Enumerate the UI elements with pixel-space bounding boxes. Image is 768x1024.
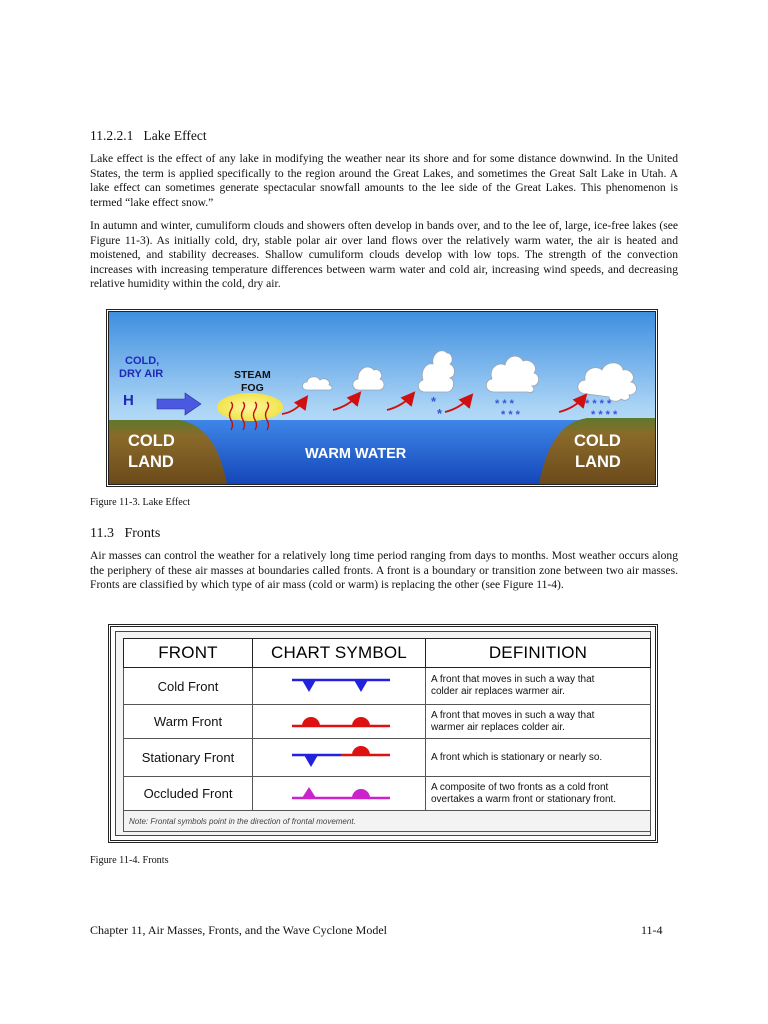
front-definition xyxy=(426,777,651,811)
definition-line: A front that moves in such a way that xyxy=(431,674,595,685)
figure-caption-fronts: Figure 11-4. Fronts xyxy=(90,855,169,866)
front-name: Cold Front xyxy=(124,668,253,705)
table-note-row xyxy=(124,811,651,832)
cold-land-left-label: COLD xyxy=(128,432,175,450)
high-pressure-label: H xyxy=(123,392,134,409)
occluded-front-symbol xyxy=(253,777,426,811)
definition-line: A front that moves in such a way that xyxy=(431,709,595,721)
table-row xyxy=(124,668,651,705)
figure-lake-effect xyxy=(106,309,658,487)
table-row xyxy=(124,777,651,811)
stationary-front-symbol xyxy=(253,739,426,777)
definition-line: A composite of two fronts as a cold front xyxy=(431,781,609,793)
column-header-chart-symbol: CHART SYMBOL xyxy=(253,639,426,668)
footer-chapter-title: Chapter 11, Air Masses, Fronts, and the Wave Cyclone Model xyxy=(90,923,387,937)
warm-water-label: WARM WATER xyxy=(305,446,407,462)
section-heading-lake-effect: 11.2.2.1 Lake Effect xyxy=(90,128,207,143)
table-row xyxy=(124,705,651,739)
snow-asterisk: * xyxy=(437,406,443,421)
steam-fog-label: STEAM xyxy=(234,369,271,381)
cold-front-symbol xyxy=(253,668,426,705)
column-header-definition: DEFINITION xyxy=(426,639,651,668)
footer-page-number: 11-4 xyxy=(641,923,663,937)
cold-dry-air-label: DRY AIR xyxy=(119,368,164,380)
paragraph-fronts: Air masses can control the weather for a relatively long time period ranging from days to months. Most weather occurs along the periphery of these air masses at boundaries called fronts. A front is a boundary or transition zone between two air masses. Fronts are classified by which type of air mass (cold or warm) is replacing the other (see Figure 11-4). xyxy=(90,549,678,592)
snow-asterisk: * xyxy=(431,394,437,409)
stationary-front-icon xyxy=(254,740,424,772)
snow-asterisks: * * * * xyxy=(591,409,618,421)
steam-fog-cloud xyxy=(217,393,283,421)
definition-line: A front which is stationary or nearly so. xyxy=(431,751,603,763)
fronts-table xyxy=(123,638,651,832)
front-definition xyxy=(426,739,651,777)
front-definition xyxy=(426,668,651,705)
warm-front-symbol xyxy=(253,705,426,739)
paragraph-lake-effect-1: Lake effect is the effect of any lake in modifying the weather near its shore and for some distance downwind. In the United States, the term is applied specifically to the region around the Great Lakes, and sometimes the Great Salt Lake in Utah. A lake effect can sometimes generate spectacular snowfall amounts to the lee side of the Great Lakes. This phenomenon is termed “lake effect snow.” xyxy=(90,152,678,209)
snow-asterisks: * * * xyxy=(495,398,514,410)
paragraph-lake-effect-2: In autumn and winter, cumuliform clouds and showers often develop in bands over, and to the lee of, large, ice-free lakes (see Figure 11-3). As initially cold, dry, stable polar air over land flows over the relatively warm water, the air is heated and moistened, and stability decreases. Shallow cumuliform clouds develop with low tops. The strength of the convection increases with increasing temperature differences between warm water and cold air, increasing wind speeds, and decreasing relative humidity within the cold, dry air. xyxy=(90,219,678,291)
figure-fronts-panel xyxy=(115,631,651,836)
figure-fronts xyxy=(108,624,658,843)
warm-front-icon xyxy=(254,706,424,734)
frontal-symbol-note: Note: Frontal symbols point in the direction of frontal movement. xyxy=(124,811,651,832)
definition-line: overtakes a warm front or stationary front. xyxy=(431,793,617,805)
lake-effect-diagram xyxy=(109,312,655,484)
front-name: Stationary Front xyxy=(124,739,253,777)
front-name: Occluded Front xyxy=(124,777,253,811)
cold-land-right-label: COLD xyxy=(574,432,621,450)
definition-line: warmer air replaces colder air. xyxy=(431,721,565,733)
occluded-front-icon xyxy=(254,778,424,806)
cold-front-icon xyxy=(254,670,424,700)
column-header-front: FRONT xyxy=(124,639,253,668)
cold-land-left-label: LAND xyxy=(128,453,174,471)
section-heading-fronts: 11.3 Fronts xyxy=(90,526,161,541)
fronts-table-header xyxy=(124,639,651,668)
cold-dry-air-label: COLD, xyxy=(125,355,160,367)
front-name: Warm Front xyxy=(124,705,253,739)
front-definition xyxy=(426,705,651,739)
steam-fog-label: FOG xyxy=(241,382,264,394)
table-row xyxy=(124,739,651,777)
cold-land-right-label: LAND xyxy=(575,453,621,471)
snow-asterisks: * * * * xyxy=(585,398,612,410)
snow-asterisks: * * * xyxy=(501,409,520,421)
figure-caption-lake-effect: Figure 11-3. Lake Effect xyxy=(90,497,191,508)
definition-line: colder air replaces warmer air. xyxy=(431,686,565,697)
